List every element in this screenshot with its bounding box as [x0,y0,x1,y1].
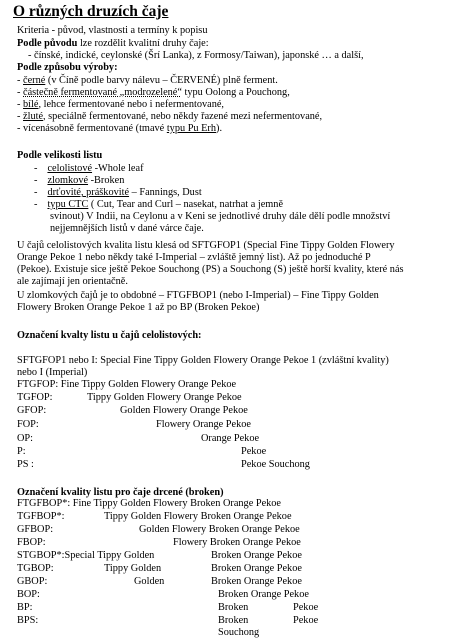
criteria-line: Kriteria - původ, vlastnosti a termíny k popisu [17,25,208,36]
method-term: černé [23,75,46,86]
method-item: - vícenásobně fermentované (tmavé typu Pu Erh). [17,123,223,134]
broken-row: FBOP: [17,537,46,548]
broken-desc: Pekoe [293,615,319,626]
method-item: - černé (v Číně podle barvy nálevu – ČERVENÉ) plně ferment. [17,75,278,86]
broken-desc: Broken Orange Pekoe [211,576,302,587]
page-title: O různých druzích čaje [13,3,169,20]
broken-row: GBOP: [17,576,48,587]
broken-row: TGBOP: [17,563,54,574]
whole-leaf-row: TGFOP: [17,392,53,403]
method-term: částečně fermentované „modrozelené“ [23,87,182,98]
origin-label: Podle původu [17,38,78,49]
paragraph-line: ale zajímají jen orientačně. [17,276,128,287]
paragraph-line: Flowery Broken Orange Pekoe 1 až po BP (Broken Pekoe) [17,302,260,313]
size-item: - drťovité, práškovité – Fannings, Dust [34,187,202,198]
whole-leaf-desc: Golden Flowery Orange Pekoe [120,405,248,416]
broken-desc-cut: Souchong [218,627,260,638]
whole-leaf-row: FTGFOP: Fine Tippy Golden Flowery Orange Pekoe [17,379,237,390]
size-item: - zlomkové -Broken [34,175,125,186]
broken-desc: Golden Flowery Broken Orange Pekoe [139,524,300,535]
ctc-continuation: nejjemnějších listů v dané várce čaje. [50,223,204,234]
paragraph-line: U čajů celolistových kvalita listu klesá od SFTGFOP1 (Special Fine Tippy Golden Flowery [17,240,395,251]
method-heading: Podle způsobu výroby: [17,62,118,73]
whole-leaf-desc: Pekoe [241,446,267,457]
broken-row: BPS: [17,615,39,626]
broken-desc: Tippy Golden Flowery Broken Orange Pekoe [104,511,292,522]
broken-row: GFBOP: [17,524,54,535]
size-item: - typu CTC ( Cut, Tear and Curl – nasekat, natrhat a jemně [34,199,284,210]
broken-heading: Označení kvality listu pro čaje drcené (broken) [17,487,224,498]
broken-desc: Broken [218,615,249,626]
whole-leaf-desc: Tippy Golden Flowery Orange Pekoe [87,392,242,403]
size-term: zlomkové [47,175,89,186]
method-term: typu Pu Erh [166,123,217,134]
broken-row: FTGFBOP*: Fine Tippy Golden Flowery Broken Orange Pekoe [17,498,282,509]
broken-desc: Golden [134,576,165,587]
whole-leaf-row: nebo I (Imperial) [17,367,88,378]
paragraph-line: U zlomkových čajů je to obdobné – FTGFBOP1 (nebo I-Imperial) – Fine Tippy Golden [17,290,379,301]
broken-desc: Pekoe [293,602,319,613]
size-item: - celolistové -Whole leaf [34,163,144,174]
method-item: - částečně fermentované „modrozelené“ typu Oolong a Pouchong, [17,87,290,98]
method-item: - žluté, speciálně fermentované, nebo někdy řazené mezi nefermentované, [17,111,323,122]
broken-row: BP: [17,602,33,613]
whole-leaf-desc: Orange Pekoe [201,433,260,444]
broken-desc: Flowery Broken Orange Pekoe [173,537,301,548]
whole-leaf-row: PS : [17,459,34,470]
size-term: typu CTC [47,199,89,210]
broken-desc: Broken [218,602,249,613]
whole-leaf-row: GFOP: [17,405,47,416]
origin-text: lze rozdělit kvalitní druhy čaje: [77,38,209,49]
whole-leaf-row: P: [17,446,26,457]
broken-desc: Broken Orange Pekoe [211,550,302,561]
broken-row: STGBOP*:Special Tippy Golden [17,550,155,561]
paragraph-line: (Pekoe). Existuje sice ještě Pekoe Souchong (PS) a Souchong (S) ještě horší kvality, které nás [17,264,404,275]
ctc-continuation: svinout) V Indii, na Ceylonu a v Keni se jednotlivé druhy dále dělí podle množství [50,211,391,222]
size-term: drťovité, práškovité [47,187,130,198]
origin-line [17,38,209,50]
broken-desc: Broken Orange Pekoe [218,589,309,600]
broken-desc: Tippy Golden [104,563,162,574]
paragraph-line: Orange Pekoe 1 nebo někdy také I-Imperial – zvláště jemný list). Až po jednoduché P [17,252,371,263]
method-term: žluté [23,111,44,122]
origin-item: - čínské, indické, ceylonské (Šrí Lanka), z Formosy/Taiwan), japonské … a další, [28,50,364,61]
size-heading: Podle velikosti listu [17,150,103,161]
broken-desc: Broken Orange Pekoe [211,563,302,574]
method-term: bílé [23,99,39,110]
broken-row: BOP: [17,589,40,600]
whole-leaf-desc: Pekoe Souchong [241,459,310,470]
broken-row: TGFBOP*: [17,511,65,522]
whole-leaf-row: FOP: [17,419,39,430]
whole-leaf-row: OP: [17,433,34,444]
size-term: celolistové [47,163,93,174]
whole-leaf-heading: Označení kvalty listu u čajů celolistových: [17,330,202,341]
whole-leaf-row: SFTGFOP1 nebo I: Special Fine Tippy Golden Flowery Orange Pekoe 1 (zvláštní kvality) [17,355,389,366]
whole-leaf-desc: Flowery Orange Pekoe [156,419,251,430]
method-item: - bílé, lehce fermentované nebo i nefermentované, [17,99,225,110]
